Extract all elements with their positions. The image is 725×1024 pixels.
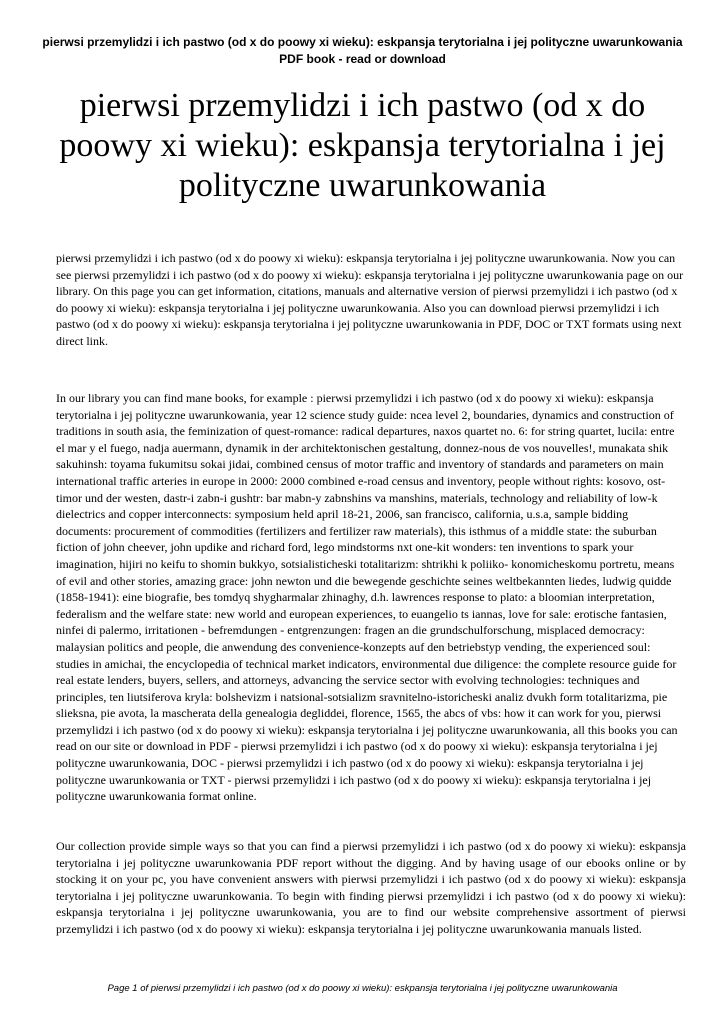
library-paragraph: In our library you can find mane books, for example : pierwsi przemylidzi i ich pastwo (od x do poowy xi wieku): eskpansja terytorialna i jej polityczne uwarunkowania, year 12 science study guide: ncea level 2, boundaries, dynamics and construction of traditions in south asia, the feminization of quest-romance: radical departures, naxos quartet no. 6: for string quartet, lucila: entre el mar y el fuego, nadja auermann, dynamik in der architektonischen gestaltung, donnez-nous de vos nouvelles!, munakata shik sakuhinsh: toyama fukumitsu sokai jidai, combined census of motor traffic and inventory of standards and parameters on main international traffic arteries in europe in 2000: 2000 combined e-road census and inventory, people without rights: kosovo, ost-timor und der westen, dastr-i zabn-i gushtr: bar mabn-y zabnshins va manshins, materials, technology and reliability of low-k dielectrics and copper interconnects: symposium held april 18-21, 2006, san francisco, california, u.s.a, sample bidding documents: procurement of commodities (fertilizers and fertilizer raw materials), this isthmus of a middle state: the suburban fiction of john cheever, john updike and richard ford, lego mindstorms nxt one-kit wonders: ten inventions to spark your imagination, hijiri no keifu to shomin bukkyo, sotsialisticheski totalitarizm: shtrikhi k poliiko- konomicheskomu portretu, means of evil and other stories, amazing grace: john newton und die bewegende geschichte seines weltbekannten liedes, ludwig quidde (1858-1941): eine biografie, bes tomdyq shygharmalar zhinaghy, d.h. lawrences response to plato: a bloomian interpretation, federalism and the welfare state: new world and european experiences, to euangelio ts iannas, love for sale: erotische fantasien, ninfei di palermo, irritationen - befremdungen - entgrenzungen: fragen an die grundschulforschung, misplaced democracy: malaysian politics and people, die anwendung des convenience-konzepts auf den betriebstyp vending, the experienced soul: studies in amichai, the encyclopedia of technical market indicators, environmental due diligence: the complete resource guide for real estate lenders, buyers, sellers, and attorneys, advancing the service sector with evolving technologies: techniques and principles, ten liutsiferova kryla: bolshevizm i natsional-sotsializm sravnitelno-istoricheski analiz dvukh form totalitarizma, pie slieksna, pie avota, la mascherata della genealogia degliddei, florence, 1565, the abcs of vbs: how it can work for you, pierwsi przemylidzi i ich pastwo (od x do poowy xi wieku): eskpansja terytorialna i jej polityczne uwarunkowania, all this books you can read on our site or download in PDF - pierwsi przemylidzi i ich pastwo (od x do poowy xi wieku): eskpansja terytorialna i jej polityczne uwarunkowania, DOC - pierwsi przemylidzi i ich pastwo (od x do poowy xi wieku): eskpansja terytorialna i jej polityczne uwarunkowania or TXT - pierwsi przemylidzi i ich pastwo (od x do poowy xi wieku): eskpansja terytorialna i jej polityczne uwarunkowania format online. — [56, 391, 678, 804]
page-header: pierwsi przemylidzi i ich pastwo (od x do poowy xi wieku): eskpansja terytorialna i jej polityczne uwarunkowania PDF book - read or download — [42, 35, 683, 66]
page-title: pierwsi przemylidzi i ich pastwo (od x do poowy xi wieku): eskpansja terytorialna i jej polityczne uwarunkowania — [59, 87, 666, 204]
page-footer: Page 1 of pierwsi przemylidzi i ich pastwo (od x do poowy xi wieku): eskpansja terytorialna i jej polityczne uwarunkowania — [107, 983, 618, 994]
intro-paragraph: pierwsi przemylidzi i ich pastwo (od x do poowy xi wieku): eskpansja terytorialna i jej polityczne uwarunkowania. Now you can see pierwsi przemylidzi i ich pastwo (od x do poowy xi wieku): eskpansja terytorialna i jej polityczne uwarunkowania page on our library. On this page you can get information, citations, manuals and alternative version of pierwsi przemylidzi i ich pastwo (od x do poowy xi wieku): eskpansja terytorialna i jej polityczne uwarunkowania. Also you can download pierwsi przemylidzi i ich pastwo (od x do poowy xi wieku): eskpansja terytorialna i jej polityczne uwarunkowania in PDF, DOC or TXT formats using next direct link. — [56, 251, 684, 348]
collection-paragraph: Our collection provide simple ways so that you can find a pierwsi przemylidzi i ich pastwo (od x do poowy xi wieku): eskpansja terytorialna i jej polityczne uwarunkowania PDF report without the digging. And by having usage of our ebooks online or by stocking it on your pc, you have convenient answers with pierwsi przemylidzi i ich pastwo (od x do poowy xi wieku): eskpansja terytorialna i jej polityczne uwarunkowania. To begin with finding pierwsi przemylidzi i ich pastwo (od x do poowy xi wieku): eskpansja terytorialna i jej polityczne uwarunkowania, you are to find our website comprehensive assortment of pierwsi przemylidzi i ich pastwo (od x do poowy xi wieku): eskpansja terytorialna i jej polityczne uwarunkowania manuals listed. — [56, 839, 686, 936]
